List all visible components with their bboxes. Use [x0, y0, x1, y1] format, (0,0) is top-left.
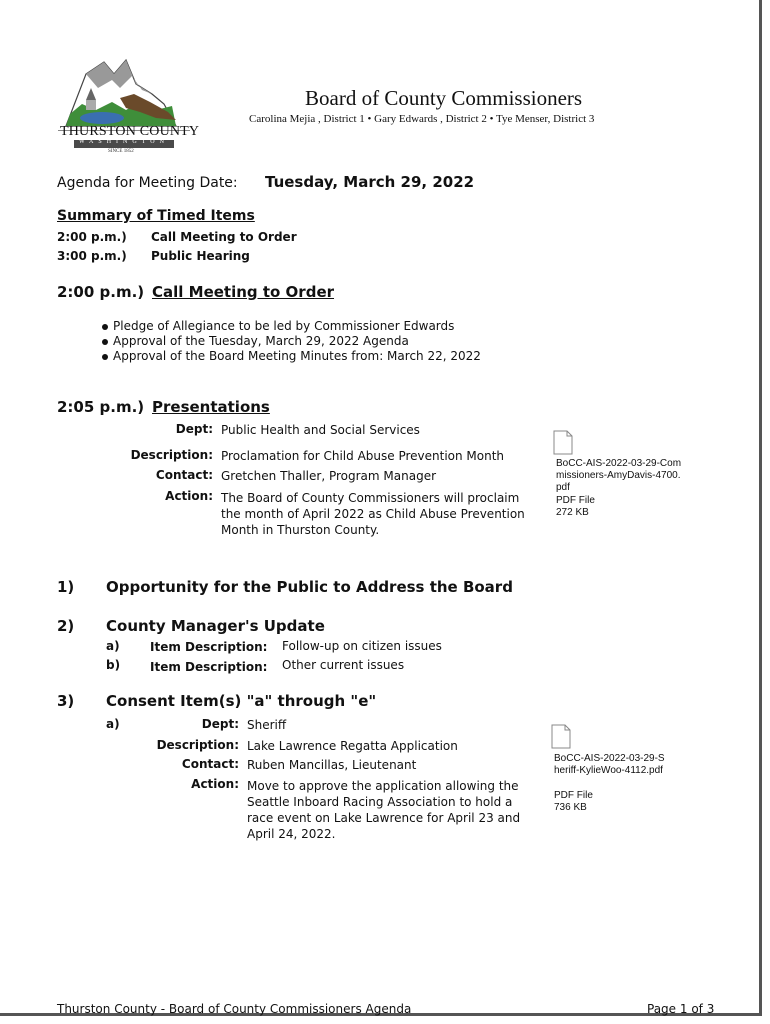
- subitem-label: Item Description:: [150, 660, 268, 674]
- item-title: County Manager's Update: [106, 617, 325, 635]
- summary-title: Summary of Timed Items: [57, 208, 255, 224]
- attachment-filename[interactable]: BoCC-AIS-2022-03-29-Sheriff-KylieWoo-4112.pdf: [554, 753, 665, 776]
- bullet-text: Approval of the Tuesday, March 29, 2022 Agenda: [113, 334, 409, 348]
- action-label: Action:: [191, 777, 239, 791]
- attachment-type: PDF File: [556, 495, 595, 506]
- contact-label: Contact:: [181, 757, 239, 771]
- page-title: Board of County Commissioners: [305, 86, 583, 110]
- footer-page-number: Page 1 of 3: [647, 1002, 715, 1016]
- logo-county-name: THURSTON COUNTY: [60, 124, 200, 139]
- presentations-time: 2:05 p.m.): [57, 398, 145, 416]
- description-label: Description:: [156, 738, 239, 752]
- call-to-order-title: Call Meeting to Order: [152, 283, 335, 301]
- item-number: 3): [57, 692, 75, 710]
- dept-value: Sheriff: [247, 718, 287, 732]
- summary-label-1: Call Meeting to Order: [151, 230, 297, 244]
- action-value: Move to approve the application allowing the Seattle Inboard Racing Association to hold a race event on Lake Lawrence for April 23 and April 24, 2022.: [247, 779, 521, 841]
- action-value: The Board of County Commissioners will proclaim the month of April 2022 as Child Abuse Prevention Month in Thurston County.: [221, 491, 525, 537]
- subitem-letter: b): [106, 658, 121, 672]
- bullet-text: Pledge of Allegiance to be led by Commissioner Edwards: [113, 319, 455, 333]
- commissioners-line: Carolina Mejia , District 1 • Gary Edwards , District 2 • Tye Menser, District 3: [249, 113, 595, 125]
- bullet-item: [102, 334, 409, 348]
- attachment-filename[interactable]: BoCC-AIS-2022-03-29-Commissioners-AmyDavis-4700.pdf: [556, 458, 682, 493]
- bullet-item: [102, 319, 454, 333]
- contact-value: Gretchen Thaller, Program Manager: [221, 469, 437, 483]
- subitem-label: Item Description:: [150, 640, 268, 654]
- attachment-size: 272 KB: [556, 507, 589, 518]
- logo-since: SINCE 1852: [108, 149, 134, 154]
- logo-state-name: WASHINGTON: [79, 139, 169, 145]
- bullet-icon: [102, 339, 108, 345]
- bullet-text: Approval of the Board Meeting Minutes from: March 22, 2022: [113, 349, 481, 363]
- pdf-file-icon[interactable]: [551, 724, 571, 749]
- summary-time-2: 3:00 p.m.): [57, 249, 127, 263]
- action-label: Action:: [165, 489, 213, 503]
- contact-label: Contact:: [155, 468, 213, 482]
- item-number: 2): [57, 617, 75, 635]
- attachment-type: PDF File: [554, 790, 593, 801]
- meeting-date-label: Agenda for Meeting Date:: [57, 175, 238, 191]
- description-value: Lake Lawrence Regatta Application: [247, 739, 458, 753]
- item-title: Consent Item(s) "a" through "e": [106, 692, 377, 710]
- dept-value: Public Health and Social Services: [221, 423, 420, 437]
- bullet-icon: [102, 324, 108, 330]
- subitem-value: Other current issues: [282, 658, 405, 672]
- dept-label: Dept:: [175, 422, 213, 436]
- presentations-title: Presentations: [152, 398, 270, 416]
- item-title: Opportunity for the Public to Address the Board: [106, 578, 513, 596]
- summary-label-2: Public Hearing: [151, 249, 250, 263]
- item-number: 1): [57, 578, 75, 596]
- description-value: Proclamation for Child Abuse Prevention Month: [221, 449, 505, 463]
- subitem-value: Follow-up on citizen issues: [282, 639, 442, 653]
- bullet-item: [102, 349, 481, 363]
- call-to-order-time: 2:00 p.m.): [57, 283, 145, 301]
- dept-label: Dept:: [201, 717, 239, 731]
- summary-time-1: 2:00 p.m.): [57, 230, 127, 244]
- attachment-size: 736 KB: [554, 802, 587, 813]
- footer-left: Thurston County - Board of County Commissioners Agenda: [57, 1002, 412, 1016]
- bullet-icon: [102, 354, 108, 360]
- subitem-letter: a): [106, 639, 120, 653]
- contact-value: Ruben Mancillas, Lieutenant: [247, 758, 417, 772]
- pdf-file-icon[interactable]: [553, 430, 573, 455]
- meeting-date: Tuesday, March 29, 2022: [265, 173, 475, 191]
- description-label: Description:: [130, 448, 213, 462]
- subitem-letter: a): [106, 717, 120, 731]
- thurston-county-logo: [56, 54, 200, 158]
